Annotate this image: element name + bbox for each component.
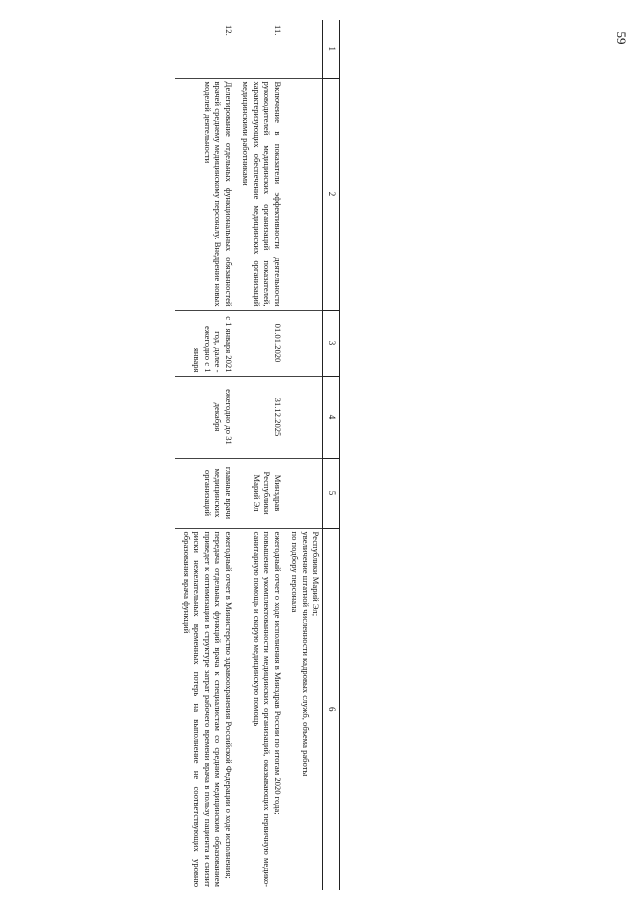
task-cell: Делегирование отдельных функциональных обязанностей врачей среднему медицинскому персоналу. Внедрение новых моделей деятельности	[175, 78, 234, 310]
continuation-line: увеличение штатной численности кадровых служб, объема работы	[300, 531, 311, 777]
continuation-line: Республики Марий Эл;	[311, 531, 322, 617]
end-date-cell: ежегодно до 31 декабря	[175, 376, 234, 458]
result-line: ежегодный отчет в Министерство здравоохранения Российской Федерации о ходе исполнения;	[223, 531, 234, 879]
page-number: 59	[614, 31, 629, 45]
row-number: 12.	[223, 25, 234, 36]
table-header-row	[323, 20, 340, 890]
header-cell-6: 6	[323, 528, 340, 890]
result-line: ежегодный отчет о ходе исполнения в Минздрав России по итогам 2020 года;	[272, 531, 283, 815]
result-cell	[235, 528, 284, 890]
table-row-continuation	[284, 20, 323, 890]
header-cell-3: 3	[323, 310, 340, 376]
plan-table	[110, 20, 340, 890]
result-cell	[175, 528, 234, 890]
result-line: передача отдельных функций врача к специалистам со средним медицинским образованием приведет к оптимизации в структуре затрат рабочего времени врача в пользу пациента и снизит риски нежелательных временных потерь на выполнение не соответствующих уровню образования врача функций	[181, 531, 224, 887]
result-line: повышение укомплектованности медицинских организаций, оказывающих первичную медико-санитарную помощь и скорую медицинскую помощь	[251, 531, 273, 887]
task-cell: Включение в показатели эффективности деятельности руководителей медицинских организаций показателей, характеризующих обеспечение медицинских организаций медицинскими работниками	[235, 78, 284, 310]
header-cell-4: 4	[323, 376, 340, 458]
table-row	[175, 20, 234, 890]
rotated-page	[110, 20, 340, 900]
header-cell-5: 5	[323, 458, 340, 528]
table-row	[235, 20, 284, 890]
responsible-cell: главные врачи медицинских организаций	[175, 458, 234, 528]
responsible-cell: Минздрав Республики Марий Эл	[235, 458, 284, 528]
continuation-result-cell	[284, 528, 323, 890]
end-date-cell: 31.12.2025	[235, 376, 284, 458]
row-number: 11.	[272, 25, 283, 36]
continuation-line: по подбору персонала	[290, 531, 301, 613]
header-cell-1: 1	[323, 20, 340, 78]
header-cell-2: 2	[323, 78, 340, 310]
start-date-cell: с 1 января 2021 год, далее - ежегодно с 1 января	[175, 310, 234, 376]
start-date-cell: 01.01.2020	[235, 310, 284, 376]
